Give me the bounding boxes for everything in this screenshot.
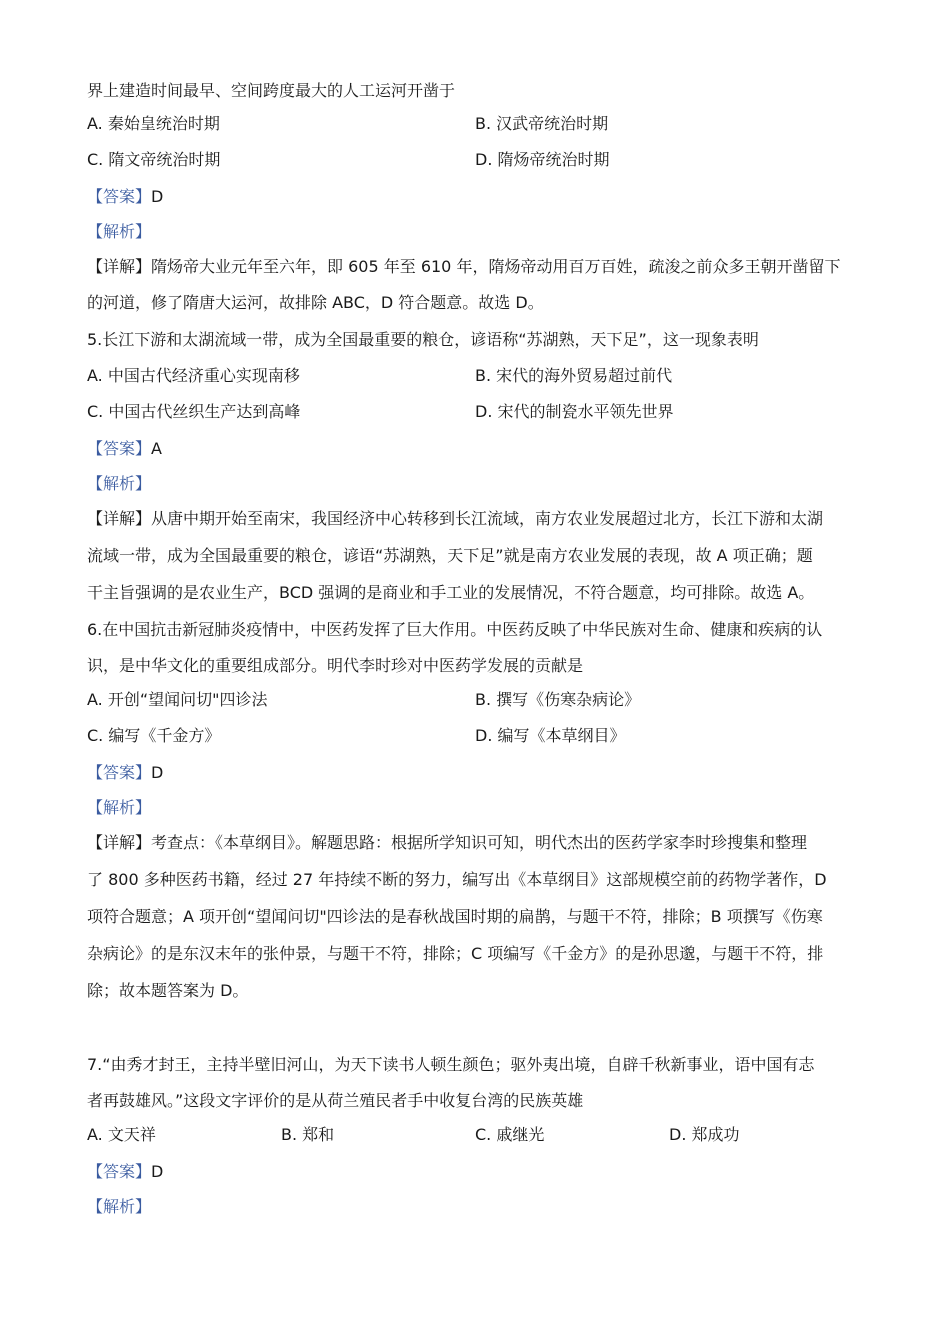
q4-answer: 【答案】D [87, 187, 164, 206]
q4-detail-line-2: 的河道，修了隋唐大运河，故排除 ABC，D 符合题意。故选 D。 [87, 293, 544, 312]
q6-option-d: D. 编写《本草纲目》 [475, 726, 626, 745]
q5-detail-line-3: 干主旨强调的是农业生产，BCD 强调的是商业和手工业的发展情况，不符合题意，均可排除。故选 A。 [87, 583, 815, 602]
q5-stem: 5.长江下游和太湖流域一带，成为全国最重要的粮仓，谚语称“苏湖熟，天下足”，这一现象表明 [87, 330, 759, 349]
q4-option-d: D. 隋炀帝统治时期 [475, 150, 610, 169]
q6-option-b: B. 撰写《伤寒杂病论》 [475, 690, 641, 709]
q4-analysis-label: 【解析】 [87, 222, 152, 241]
q6-stem-line-2: 识，是中华文化的重要组成部分。明代李时珍对中医药学发展的贡献是 [87, 656, 584, 675]
q5-option-d: D. 宋代的制瓷水平领先世界 [475, 402, 674, 421]
q4-detail-line-1: 【详解】隋炀帝大业元年至六年，即 605 年至 610 年，隋炀帝动用百万百姓，疏浚之前众多王朝开凿留下 [87, 257, 841, 276]
q6-analysis-label: 【解析】 [87, 798, 152, 817]
q4-option-b: B. 汉武帝统治时期 [475, 114, 609, 133]
q4-option-a: A. 秦始皇统治时期 [87, 114, 220, 133]
q6-detail-line-3: 项符合题意；A 项开创“望闻问切"四诊法的是春秋战国时期的扁鹊，与题干不符，排除；B 项撰写《伤寒 [87, 907, 823, 926]
q6-detail-line-1: 【详解】考查点：《本草纲目》。解题思路：根据所学知识可知，明代杰出的医药学家李时珍搜集和整理 [87, 833, 808, 852]
q7-option-b: B. 郑和 [281, 1125, 335, 1144]
q6-detail-line-4: 杂病论》的是东汉末年的张仲景，与题干不符，排除；C 项编写《千金方》的是孙思邈，与题干不符，排 [87, 944, 824, 963]
q4-option-c: C. 隋文帝统治时期 [87, 150, 221, 169]
q6-detail-line-5: 除；故本题答案为 D。 [87, 981, 249, 1000]
q7-option-c: C. 戚继光 [475, 1125, 545, 1144]
q5-analysis-label: 【解析】 [87, 474, 152, 493]
q6-option-c: C. 编写《千金方》 [87, 726, 221, 745]
q7-stem-line-2: 者再鼓雄风。”这段文字评价的是从荷兰殖民者手中收复台湾的民族英雄 [87, 1091, 584, 1110]
q6-option-a: A. 开创“望闻问切"四诊法 [87, 690, 268, 709]
q7-analysis-label: 【解析】 [87, 1197, 152, 1216]
q5-detail-line-2: 流域一带，成为全国最重要的粮仓，谚语“苏湖熟，天下足”就是南方农业发展的表现，故 A 项正确；题 [87, 546, 813, 565]
q7-option-d: D. 郑成功 [669, 1125, 740, 1144]
q5-detail-line-1: 【详解】从唐中期开始至南宋，我国经济中心转移到长江流域，南方农业发展超过北方，长江下游和太湖 [87, 509, 824, 528]
q5-option-a: A. 中国古代经济重心实现南移 [87, 366, 300, 385]
q5-option-b: B. 宋代的海外贸易超过前代 [475, 366, 673, 385]
q4-stem-tail: 界上建造时间最早、空间跨度最大的人工运河开凿于 [87, 81, 456, 100]
q7-stem-line-1: 7.“由秀才封王，主持半壁旧河山，为天下读书人顿生颜色；驱外夷出境，自辟千秋新事业，语中国有志 [87, 1055, 815, 1074]
q7-option-a: A. 文天祥 [87, 1125, 156, 1144]
q5-option-c: C. 中国古代丝织生产达到高峰 [87, 402, 301, 421]
q5-answer: 【答案】A [87, 439, 162, 458]
q7-answer: 【答案】D [87, 1162, 164, 1181]
q6-detail-line-2: 了 800 多种医药书籍，经过 27 年持续不断的努力，编写出《本草纲目》这部规模空前的药物学著作，D [87, 870, 827, 889]
q6-stem-line-1: 6.在中国抗击新冠肺炎疫情中，中医药发挥了巨大作用。中医药反映了中华民族对生命、健康和疾病的认 [87, 620, 823, 639]
q6-answer: 【答案】D [87, 763, 164, 782]
